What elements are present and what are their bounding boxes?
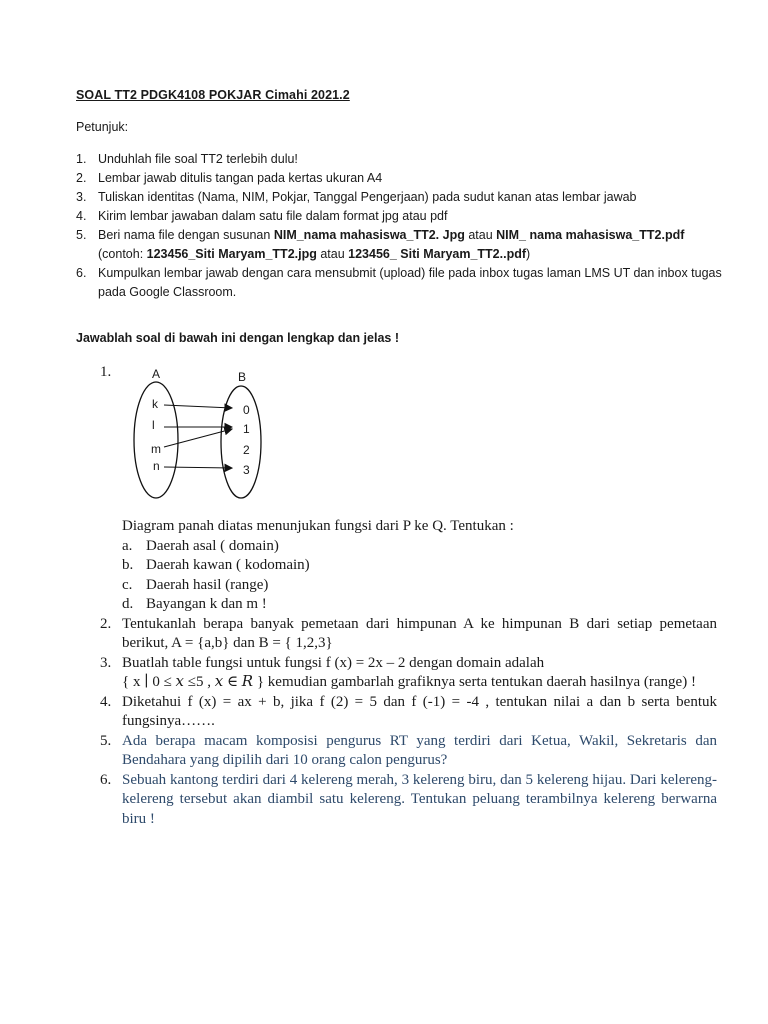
question-number: 2. <box>100 615 112 632</box>
arrow-m-to-1 <box>164 429 232 447</box>
instruction-item <box>76 169 738 188</box>
question-number: 5. <box>100 732 112 749</box>
instruction-text: Tuliskan identitas (Nama, NIM, Pokjar, Tanggal Pengerjaan) pada sudut kanan atas lembar jawab <box>98 190 637 204</box>
instruction-number: 6. <box>76 266 87 280</box>
set-a-element: l <box>152 418 155 432</box>
subitem-label: c. <box>122 576 133 593</box>
question-1-subitem <box>122 595 717 615</box>
instruction-text-part: atau <box>464 228 497 242</box>
filename-format-pdf: NIM_ nama mahasiswa_TT2.pdf <box>496 228 685 242</box>
question-6 <box>100 771 717 830</box>
question-2 <box>100 615 717 654</box>
instruction-number: 1. <box>76 152 87 166</box>
instruction-item <box>76 188 738 207</box>
subitem-label: a. <box>122 537 133 554</box>
subitem-text: Daerah asal ( domain) <box>146 537 279 554</box>
instruction-text-part: (contoh: <box>98 247 147 261</box>
subitem-label: b. <box>122 557 134 573</box>
question-4 <box>100 693 717 732</box>
question-text: Diketahui f (x) = ax + b, jika f (2) = 5 dan f (-1) = -4 , tentukan nilai a dan b serta bentuk fungsinya……. <box>122 693 717 729</box>
question-number: 4. <box>100 693 112 710</box>
instruction-text <box>98 226 738 264</box>
question-number: 3. <box>100 654 112 671</box>
arrow-diagram-svg <box>120 360 280 510</box>
instruction-text: Lembar jawab ditulis tangan pada kertas ukuran A4 <box>98 171 383 185</box>
question-3 <box>100 654 717 693</box>
question-5 <box>100 732 717 771</box>
set-a-element: n <box>153 459 160 473</box>
filename-example-jpg: 123456_Siti Maryam_TT2.jpg <box>146 247 317 261</box>
set-b-ellipse <box>221 386 261 498</box>
question-number: 6. <box>100 771 112 788</box>
subitem-text: Bayangan k dan m ! <box>146 596 267 612</box>
instruction-number: 5. <box>76 228 87 242</box>
set-a-element: m <box>151 442 161 456</box>
filename-example-pdf: 123456_ Siti Maryam_TT2..pdf <box>348 247 527 261</box>
instruction-item <box>76 207 738 226</box>
question-1-subitem <box>122 537 717 557</box>
question-1-subitem <box>122 556 717 576</box>
set-b-element: 1 <box>243 422 250 436</box>
instruction-text: Unduhlah file soal TT2 terlebih dulu! <box>98 152 298 166</box>
question-1-subitem <box>122 576 717 596</box>
question-1 <box>100 517 717 615</box>
question-text: { x ∣ 0 ≤ 𝑥 ≤5 , 𝑥 ∈ 𝑅 } kemudian gambarlah grafiknya serta tentukan daerah hasilnya (range) ! <box>122 674 696 690</box>
arrow-diagram <box>120 360 280 510</box>
arrow-n-to-3 <box>164 467 232 468</box>
question-text: Sebuah kantong terdiri dari 4 kelereng merah, 3 kelereng biru, dan 5 kelereng hijau. Dari kelereng- kelereng tersebut akan diambil satu kelereng. Tentukan peluang terambilnya kelereng berwarna biru ! <box>122 771 717 827</box>
question-text: Tentukanlah berapa banyak pemetaan dari himpunan A ke himpunan B dari setiap pemetaan berikut, A = {a,b} dan B = { 1,2,3} <box>122 615 717 651</box>
filename-format-jpg: NIM_nama mahasiswa_TT2. Jpg <box>273 228 465 242</box>
instruction-text-part: Beri nama file dengan susunan <box>98 228 274 242</box>
question-text: Ada berapa macam komposisi pengurus RT yang terdiri dari Ketua, Wakil, Sekretaris dan Bendahara yang dipilih dari 10 orang calon pengurus? <box>122 732 717 768</box>
question-1-text: Diagram panah diatas menunjukan fungsi dari P ke Q. Tentukan : <box>122 518 514 534</box>
document-title: SOAL TT2 PDGK4108 POKJAR Cimahi 2021.2 <box>76 88 350 102</box>
set-a-label: A <box>152 367 161 381</box>
instruction-text: Kumpulkan lembar jawab dengan cara mensubmit (upload) file pada inbox tugas laman LMS UT dan inbox tugas pada Google Classroom. <box>98 266 722 299</box>
question-1-number: 1. <box>100 364 112 380</box>
question-text: Buatlah table fungsi untuk fungsi f (x) = 2x – 2 dengan domain adalah <box>122 654 545 671</box>
instruction-text-part: atau <box>316 247 349 261</box>
instruction-item <box>76 226 738 264</box>
subitem-text: Daerah hasil (range) <box>146 576 269 593</box>
subitem-label: d. <box>122 596 134 612</box>
instruction-number: 4. <box>76 209 87 223</box>
instruction-number: 2. <box>76 171 87 185</box>
instruction-item <box>76 264 738 302</box>
set-b-element: 2 <box>243 443 250 457</box>
set-b-element: 3 <box>243 463 250 477</box>
instructions-heading: Petunjuk: <box>76 120 129 134</box>
set-b-element: 0 <box>243 403 250 417</box>
task-heading: Jawablah soal di bawah ini dengan lengkap dan jelas ! <box>76 331 399 345</box>
instruction-text: Kirim lembar jawaban dalam satu file dalam format jpg atau pdf <box>98 209 448 223</box>
set-a-element: k <box>152 397 158 411</box>
instruction-item <box>76 150 738 169</box>
instruction-text-part: ) <box>526 247 531 261</box>
set-b-label: B <box>238 370 247 384</box>
questions-list <box>100 517 717 829</box>
subitem-text: Daerah kawan ( kodomain) <box>146 557 310 573</box>
instructions-list <box>76 150 738 302</box>
instruction-number: 3. <box>76 190 87 204</box>
